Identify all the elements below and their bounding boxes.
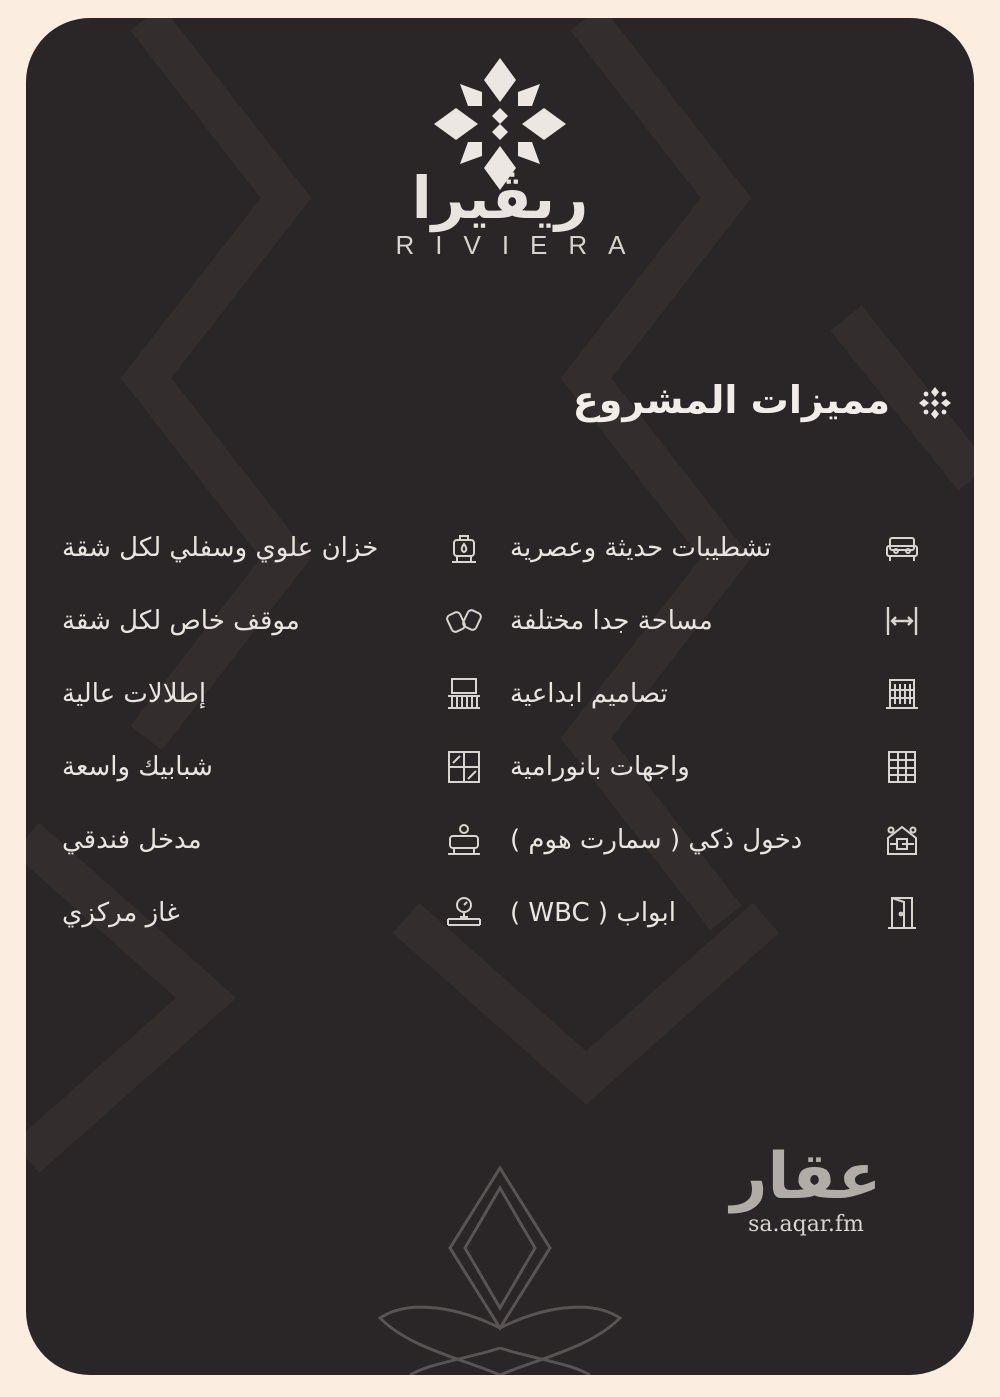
building-icon xyxy=(884,676,920,712)
width-arrows-icon xyxy=(884,603,920,639)
feature-label: خزان علوي وسفلي لكل شقة xyxy=(62,533,379,563)
feature-item xyxy=(510,818,920,862)
feature-label: شبابيك واسعة xyxy=(62,752,213,782)
feature-label: واجهات بانورامية xyxy=(510,752,690,782)
feature-label: إطلالات عالية xyxy=(62,679,207,709)
feature-label: تصاميم ابداعية xyxy=(510,679,668,709)
brand-name-english: RIVIERA xyxy=(395,230,647,260)
watermark-name: عقار xyxy=(730,1140,882,1214)
feature-item xyxy=(510,599,920,643)
feature-label: مدخل فندقي xyxy=(62,825,202,855)
water-tank-icon xyxy=(446,530,482,566)
feature-item xyxy=(510,891,920,935)
feature-item xyxy=(510,526,920,570)
feature-label: مساحة جدا مختلفة xyxy=(510,606,713,636)
feature-item xyxy=(510,672,920,716)
smart-home-icon xyxy=(884,822,920,858)
sofa-icon xyxy=(884,530,920,566)
feature-item xyxy=(62,599,482,643)
watermark-url: sa.aqar.fm xyxy=(748,1212,864,1237)
feature-item xyxy=(62,672,482,716)
feature-card xyxy=(26,18,974,1375)
feature-label: ابواب ( WBC ) xyxy=(510,898,676,928)
parking-icon xyxy=(446,603,482,639)
feature-item xyxy=(62,891,482,935)
lotus-ornament xyxy=(350,1158,650,1375)
snowflake-ornament-icon xyxy=(918,386,952,420)
watermark xyxy=(706,1142,906,1237)
feature-label: موقف خاص لكل شقة xyxy=(62,606,300,636)
feature-label: دخول ذكي ( سمارت هوم ) xyxy=(510,825,803,855)
feature-label: غاز مركزي xyxy=(62,898,180,928)
feature-label: تشطيبات حديثة وعصرية xyxy=(510,533,772,563)
balcony-icon xyxy=(446,676,482,712)
feature-item xyxy=(510,745,920,789)
logo xyxy=(26,18,974,318)
brand-name-arabic: ريڤيرا xyxy=(411,164,589,232)
feature-item xyxy=(62,818,482,862)
feature-item xyxy=(62,526,482,570)
door-icon xyxy=(884,895,920,931)
hotel-entrance-icon xyxy=(446,822,482,858)
feature-item xyxy=(62,745,482,789)
window-icon xyxy=(446,749,482,785)
gas-meter-icon xyxy=(446,895,482,931)
section-title: مميزات المشروع xyxy=(572,378,890,422)
facade-icon xyxy=(884,749,920,785)
